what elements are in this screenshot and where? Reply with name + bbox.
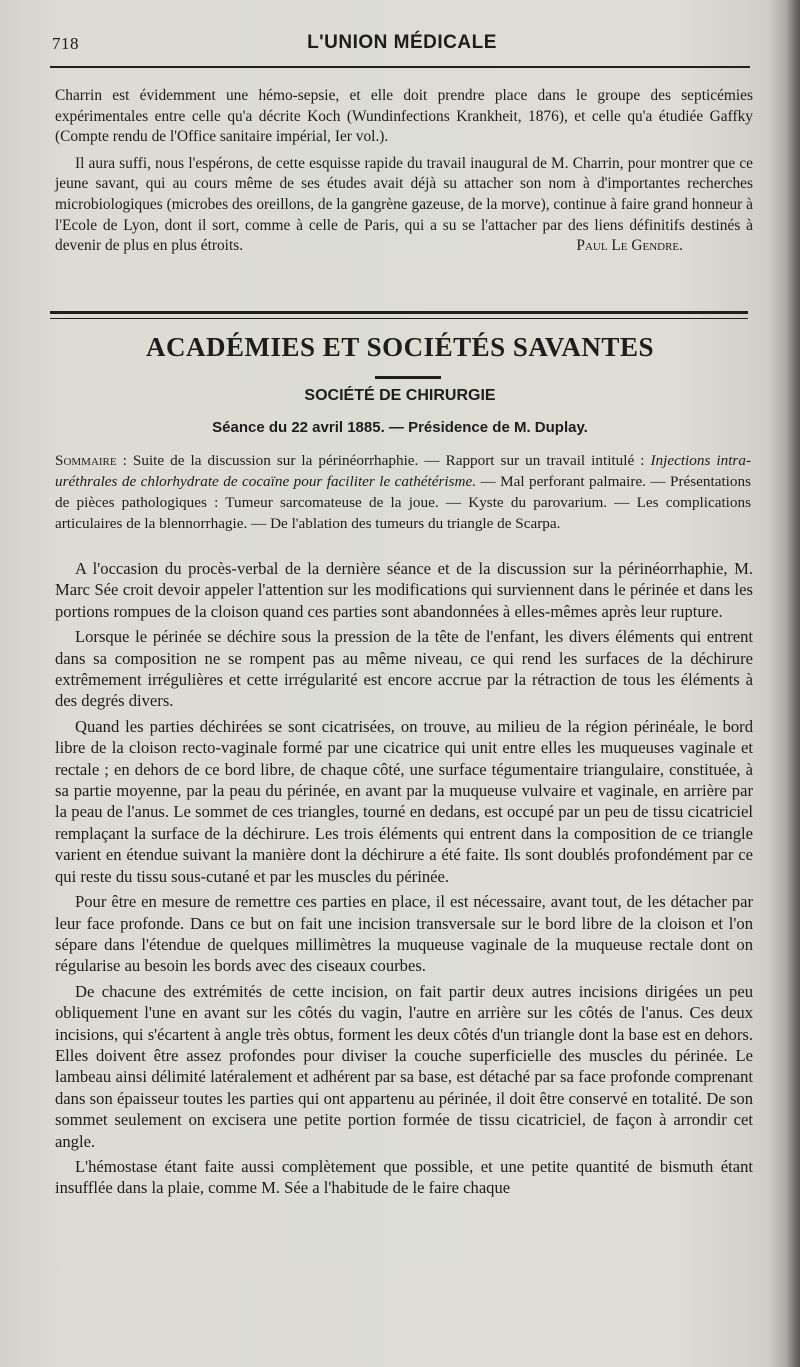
article-body <box>55 558 753 1203</box>
intro-paragraph-2 <box>55 154 753 257</box>
journal-title: L'UNION MÉDICALE <box>307 32 497 53</box>
section-rule-thick <box>50 311 748 314</box>
intro-paragraph-2-text: Il aura suffi, nous l'espérons, de cette esquisse rapide du travail inaugural de M. Charrin, pour montrer que ce jeune savant, qui au cours même de ses études avait déjà su attacher son nom à d'importantes recherches microbiologiques (microbes des oreillons, de la gangrène gazeuse, de la morve), continue à faire grand honneur à l'Ecole de Lyon, dont il sort, comme à celle de Paris, qui a su se l'attacher par des liens définitifs destinés à devenir de plus en plus étroits. <box>55 154 753 255</box>
author-signature: Paul Le Gendre. <box>576 237 683 255</box>
society-heading: SOCIÉTÉ DE CHIRURGIE <box>304 387 496 404</box>
body-paragraph-2: Lorsque le périnée se déchire sous la pression de la tête de l'enfant, les divers éléments qui entrent dans sa composition ne se rompent pas au même niveau, ce qui rend les surfaces de la déchirure extrêmement irrégulières et cette irrégularité est encore accrue par la rétraction de tous les éléments à des degrés divers. <box>55 627 753 711</box>
intro-text <box>55 86 753 263</box>
summary-text-a: : Suite de la discussion sur la périnéorrhaphie. — Rapport sur un travail intitulé : <box>116 452 651 469</box>
body-paragraph-6: L'hémostase étant faite aussi complètement que possible, et une petite quantité de bismuth étant insufflée dans la plaie, comme M. Sée a l'habitude de le faire chaque <box>55 1156 753 1198</box>
summary-text-b: — Mal perforant palmaire. — Présentations de pièces pathologiques : Tumeur sarcomateuse de la joue. — Kyste du parovarium. — Les complications articulaires de la blennorrhagie. — De l'ablation des tumeurs du triangle de Scarpa. <box>55 473 752 532</box>
section-rule-thin <box>50 318 748 319</box>
page-header <box>52 30 752 60</box>
body-paragraph-3: Quand les parties déchirées se sont cicatrisées, on trouve, au milieu de la région périnéale, le bord libre de la cloison recto-vaginale formé par une cicatrice qui unit entre elles les muqueuses vaginale et rectale ; en dehors de ce bord libre, de chaque côté, une surface tégumentaire triangulaire, constituée, à sa partie moyenne, par la peau du périnée, en avant par la muqueuse vulvaire et vaginale, en arrière par la peau de l'anus. Le sommet de ces triangles, tourné en dedans, est occupé par un peu de tissu cicatriciel remplaçant la surface de la déchirure. Les trois éléments qui entrent dans la composition de ce triangle varient en étendue suivant la manière dont la déchirure a été faite. Ils sont doublés profondément par ce qui reste du tissu sous-cutané et par les muscles du périnée. <box>55 716 753 886</box>
body-paragraph-5: De chacune des extrémités de cette incision, on fait partir deux autres incisions dirigées un peu obliquement l'une en avant sur les côtés du vagin, l'autre en arrière sur les côtés de l'anus. Ces deux incisions, qui s'écartent à angle très obtus, forment les deux côtés d'un triangle dont la base est en dehors. Elles doivent être assez profondes pour diviser la couche superficielle des muscles du périnée. Le lambeau ainsi délimité latéralement et adhérent par sa base, est détaché par sa face profonde comprenant dans son épaisseur toutes les parties qui ont appartenu au périnée, il doit être conservé en totalité. De son sommet seulement on excisera une petite portion formée de tissu cicatriciel, de façon à arrondir cet angle. <box>55 981 753 1151</box>
header-rule <box>50 66 750 68</box>
summary-italic-title: Injections intra-uréthrales de chlorhydrate de cocaïne pour faciliter le cathétérisme. <box>55 452 751 490</box>
body-paragraph-1: A l'occasion du procès-verbal de la dernière séance et de la discussion sur la périnéorrhaphie, M. Marc Sée croit devoir appeler l'attention sur les modifications qui surviennent dans le périnée et dans les portions rompues de la cloison quand ces parties sont abandonnées à elles-mêmes après leur rupture. <box>55 559 753 621</box>
body-paragraph-4: Pour être en mesure de remettre ces parties en place, il est nécessaire, avant tout, de les détacher par leur face profonde. Dans ce but on fait une incision transversale sur le bord libre de la cloison et l'on sépare dans l'étendue de quelques millimètres la muqueuse vaginale de la muqueuse rectale dont on régularise au besoin les bords avec des ciseaux courbes. <box>55 892 753 976</box>
section-title: ACADÉMIES ET SOCIÉTÉS SAVANTES <box>146 332 654 362</box>
title-underline <box>375 376 441 379</box>
summary-label: Sommaire <box>55 452 117 469</box>
session-summary <box>55 450 751 534</box>
session-heading: Séance du 22 avril 1885. — Présidence de M. Duplay. <box>212 419 588 436</box>
intro-paragraph-1: Charrin est évidemment une hémo-sepsie, et elle doit prendre place dans le groupe des septicémies expérimentales entre celle qu'a décrite Koch (Wundinfections Krankheit, 1876), et celle qu'a étudiée Gaffky (Compte rendu de l'Office sanitaire impérial, Ier vol.). <box>55 87 753 146</box>
page-number: 718 <box>52 34 79 53</box>
